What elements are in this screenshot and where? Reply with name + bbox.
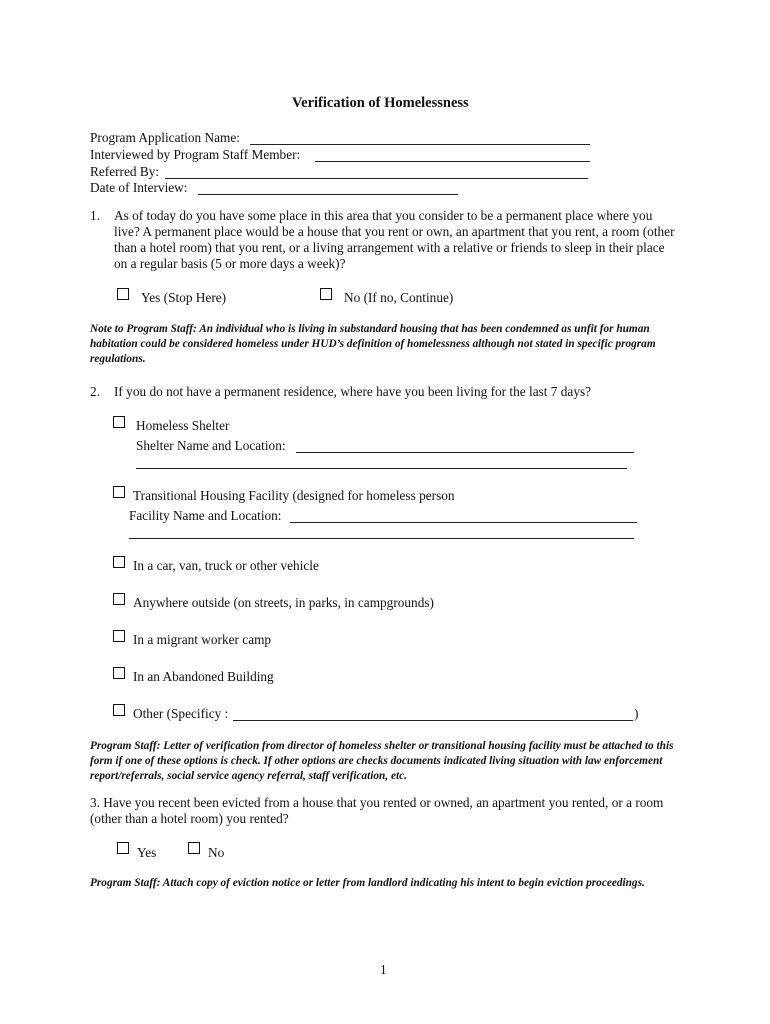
shelter-checkbox[interactable] [113,416,125,428]
q2-number: 2. [90,384,100,399]
q1-no-label: No (If no, Continue) [344,290,454,305]
abandoned-checkbox[interactable] [113,667,125,679]
q3-yes-checkbox[interactable] [117,842,129,854]
application-name-label: Program Application Name: [90,130,240,145]
transitional-checkbox[interactable] [113,486,125,498]
shelter-name-field-line2[interactable] [136,468,627,469]
outside-checkbox[interactable] [113,593,125,605]
vehicle-checkbox[interactable] [113,556,125,568]
facility-name-field-line2[interactable] [129,538,634,539]
shelter-name-field[interactable] [296,452,634,453]
shelter-name-label: Shelter Name and Location: [136,438,286,453]
facility-name-field[interactable] [290,522,637,523]
transitional-label: Transitional Housing Facility (designed for homeless person [133,488,455,503]
q3-no-checkbox[interactable] [188,842,200,854]
migrant-label: In a migrant worker camp [133,632,272,647]
date-of-interview-field[interactable] [198,194,458,195]
migrant-checkbox[interactable] [113,630,125,642]
staff-note-hud: Note to Program Staff: An individual who is living in substandard housing that has been condemned as unfit for human habitation could be considered homeless under HUD’s definition of homelessness although not stated in specific program regulations. [90,323,656,365]
q1-number: 1. [90,208,100,223]
other-checkbox[interactable] [113,704,125,716]
page-number: 1 [380,962,387,977]
vehicle-label: In a car, van, truck or other vehicle [133,558,319,573]
date-of-interview-label: Date of Interview: [90,180,188,195]
q3-no-label: No [208,845,225,860]
facility-name-label: Facility Name and Location: [129,508,282,523]
outside-label: Anywhere outside (on streets, in parks, in campgrounds) [133,595,434,610]
shelter-label: Homeless Shelter [136,418,230,433]
q1-text: As of today do you have some place in this area that you consider to be a permanent place where you live? A permanent place would be a house that you rent or own, an apartment that you rent, a room (other than a hotel room) that you rent, or a living arrangement with a relative or friends to sleep in their place on a regular basis (5 or more days a week)? [114,208,675,271]
staff-note-verification: Program Staff: Letter of verification from director of homeless shelter or transitional housing facility must be attached to this form if one of these options is check. If other options are checks documents indicated living situation with law enforcement report/referrals, social service agency referral, staff verification, etc. [90,740,674,782]
q1-no-checkbox[interactable] [320,288,332,300]
q3-yes-label: Yes [137,845,157,860]
other-specify-field[interactable] [233,720,633,721]
interviewed-by-field[interactable] [315,161,590,162]
q2-text: If you do not have a permanent residence, where have you been living for the last 7 days? [114,384,592,399]
q1-yes-label: Yes (Stop Here) [141,290,227,305]
q1-yes-checkbox[interactable] [117,288,129,300]
page-title: Verification of Homelessness [292,95,469,111]
abandoned-label: In an Abandoned Building [133,669,274,684]
interviewed-by-label: Interviewed by Program Staff Member: [90,147,301,162]
application-name-field[interactable] [250,144,590,145]
q3-text: 3. Have you recent been evicted from a house that you rented or owned, an apartment you rented, or a room (other than a hotel room) you rented? [90,795,664,826]
other-label: Other (Specificy : [133,706,229,721]
referred-by-field[interactable] [165,178,588,179]
other-close-paren: ) [634,706,639,721]
referred-by-label: Referred By: [90,164,160,179]
staff-note-eviction: Program Staff: Attach copy of eviction notice or letter from landlord indicating his intent to begin eviction proceedings. [90,877,645,889]
